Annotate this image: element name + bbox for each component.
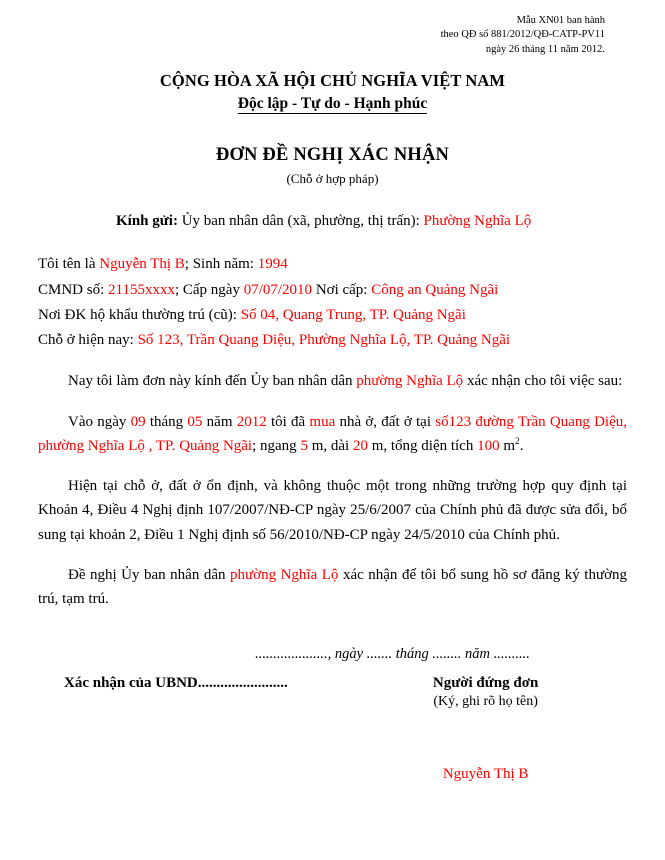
applicant-signature-note: (Ký, ghi rõ họ tên) (433, 693, 538, 709)
national-heading: CỘNG HÒA XÃ HỘI CHỦ NGHĨA VIỆT NAM (159, 71, 506, 91)
form-code-block (38, 14, 605, 57)
purchase-width-unit: m, dài (311, 437, 350, 454)
applicant-fields (38, 252, 627, 353)
ubnd-confirmation-label: Xác nhận của UBND........................ (64, 674, 288, 691)
field-id-label: CMND số: (38, 281, 105, 298)
form-code-line-2: theo QĐ số 881/2012/QĐ-CATP-PV11 (440, 29, 605, 41)
signature-row (38, 675, 627, 710)
purchase-area: 100 (477, 437, 500, 454)
paragraph-1-text-a: Nay tôi làm đơn này kính đến Ủy ban nhân dân (68, 373, 353, 390)
paragraph-legal-statement: Hiện tại chỗ ở, đất ở ổn định, và không thuộc một trong những trường hợp quy định tại Khoản 4, Điều 4 Nghị định 107/2007/NĐ-CP ngày 25/6/2007 của Chính phủ đã được sửa đổi, bổ sung tại khoản 2, Điều 1 Nghị định số 56/2010/NĐ-CP ngày 24/5/2010 của Chính phủ. (38, 478, 627, 543)
purchase-area-unit-text: m (503, 437, 516, 454)
field-issue-date-label: ; Cấp ngày (174, 281, 240, 298)
purchase-year-label: năm (206, 413, 233, 430)
purchase-address: số123 đường Trần Quang Diệu, phường Nghĩa Lộ , TP. Quảng Ngãi (38, 413, 627, 454)
field-issue-date-value: 07/07/2010 (243, 281, 313, 298)
purchase-length: 20 (352, 437, 368, 454)
recipient-line (38, 213, 627, 230)
date-placeholder-line: ...................., ngày ....... tháng ........ năm .......... (255, 645, 530, 662)
paragraph-final-request (38, 563, 627, 612)
paragraph-1-ward: phường Nghĩa Lộ (356, 373, 464, 390)
paragraph-2-text-c: nhà ở, đất ở tại (339, 413, 432, 430)
field-registered-row (38, 303, 627, 328)
field-name-value: Nguyễn Thị B (99, 256, 185, 273)
applicant-signature-block (344, 675, 627, 710)
purchase-length-unit: m, tổng diện tích (371, 437, 474, 454)
paragraph-request-intro (38, 369, 627, 393)
field-registered-value: Số 04, Quang Trung, TP. Quảng Ngãi (240, 306, 466, 323)
field-current-value: Số 123, Trần Quang Diệu, Phường Nghĩa Lộ, TP. Quảng Ngãi (137, 332, 511, 349)
recipient-label: Kính gửi: (116, 213, 178, 230)
field-registered-label: Nơi ĐK hộ khẩu thường trú (cũ): (38, 306, 237, 323)
applicant-title: Người đứng đơn (432, 674, 539, 691)
field-id-value: 21155xxxx (108, 281, 175, 298)
purchase-month: 05 (187, 413, 203, 430)
form-code-line-1: Mẫu XN01 ban hành (516, 15, 605, 26)
purchase-width: 5 (300, 437, 308, 454)
paragraph-2-text-b: tôi đã (270, 413, 306, 430)
field-current-label: Chỗ ở hiện nay: (38, 332, 134, 349)
purchase-year: 2012 (236, 413, 267, 430)
purchase-area-superscript: 2 (515, 436, 520, 447)
paragraph-2-text-d: ; ngang (252, 437, 297, 454)
paragraph-1-text-b: xác nhận cho tôi việc sau: (466, 373, 623, 390)
field-issue-place-value: Công an Quảng Ngãi (371, 281, 499, 298)
purchase-action: mua (309, 413, 336, 430)
paragraph-purchase-details (38, 410, 627, 459)
paragraph-4-ward: phường Nghĩa Lộ (230, 566, 339, 583)
field-birth-label: ; Sinh năm: (184, 256, 254, 273)
purchase-area-unit (503, 438, 523, 454)
field-birth-value: 1994 (257, 256, 288, 273)
field-issue-place-label: Nơi cấp: (315, 281, 368, 298)
paragraph-4-text-b: xác nhận để tôi bổ sung hồ sơ đăng ký thường trú, tạm trú. (38, 566, 628, 608)
recipient-value: Phường Nghĩa Lộ (423, 213, 532, 230)
page-subtitle: (Chỗ ở hợp pháp) (286, 171, 379, 187)
national-motto-text: Độc lập - Tự do - Hạnh phúc (237, 95, 428, 113)
field-current-row (38, 328, 627, 353)
applicant-signature-name: Nguyễn Thị B (442, 765, 529, 782)
field-name-label: Tôi tên là (38, 256, 96, 273)
purchase-month-label: tháng (149, 413, 184, 430)
national-motto (38, 95, 627, 113)
paragraph-4-text-a: Đề nghị Ủy ban nhân dân (68, 566, 226, 583)
recipient-text: Ủy ban nhân dân (xã, phường, thị trấn): (181, 213, 420, 230)
field-id-row (38, 278, 627, 303)
paragraph-2-text-a: Vào ngày (68, 413, 127, 430)
field-name-row (38, 252, 627, 277)
paragraph-2-end: . (519, 437, 524, 454)
page-title: ĐƠN ĐỀ NGHỊ XÁC NHẬN (215, 145, 450, 166)
form-code-line-3: ngày 26 tháng 11 năm 2012. (485, 43, 605, 55)
purchase-day: 09 (130, 413, 146, 430)
